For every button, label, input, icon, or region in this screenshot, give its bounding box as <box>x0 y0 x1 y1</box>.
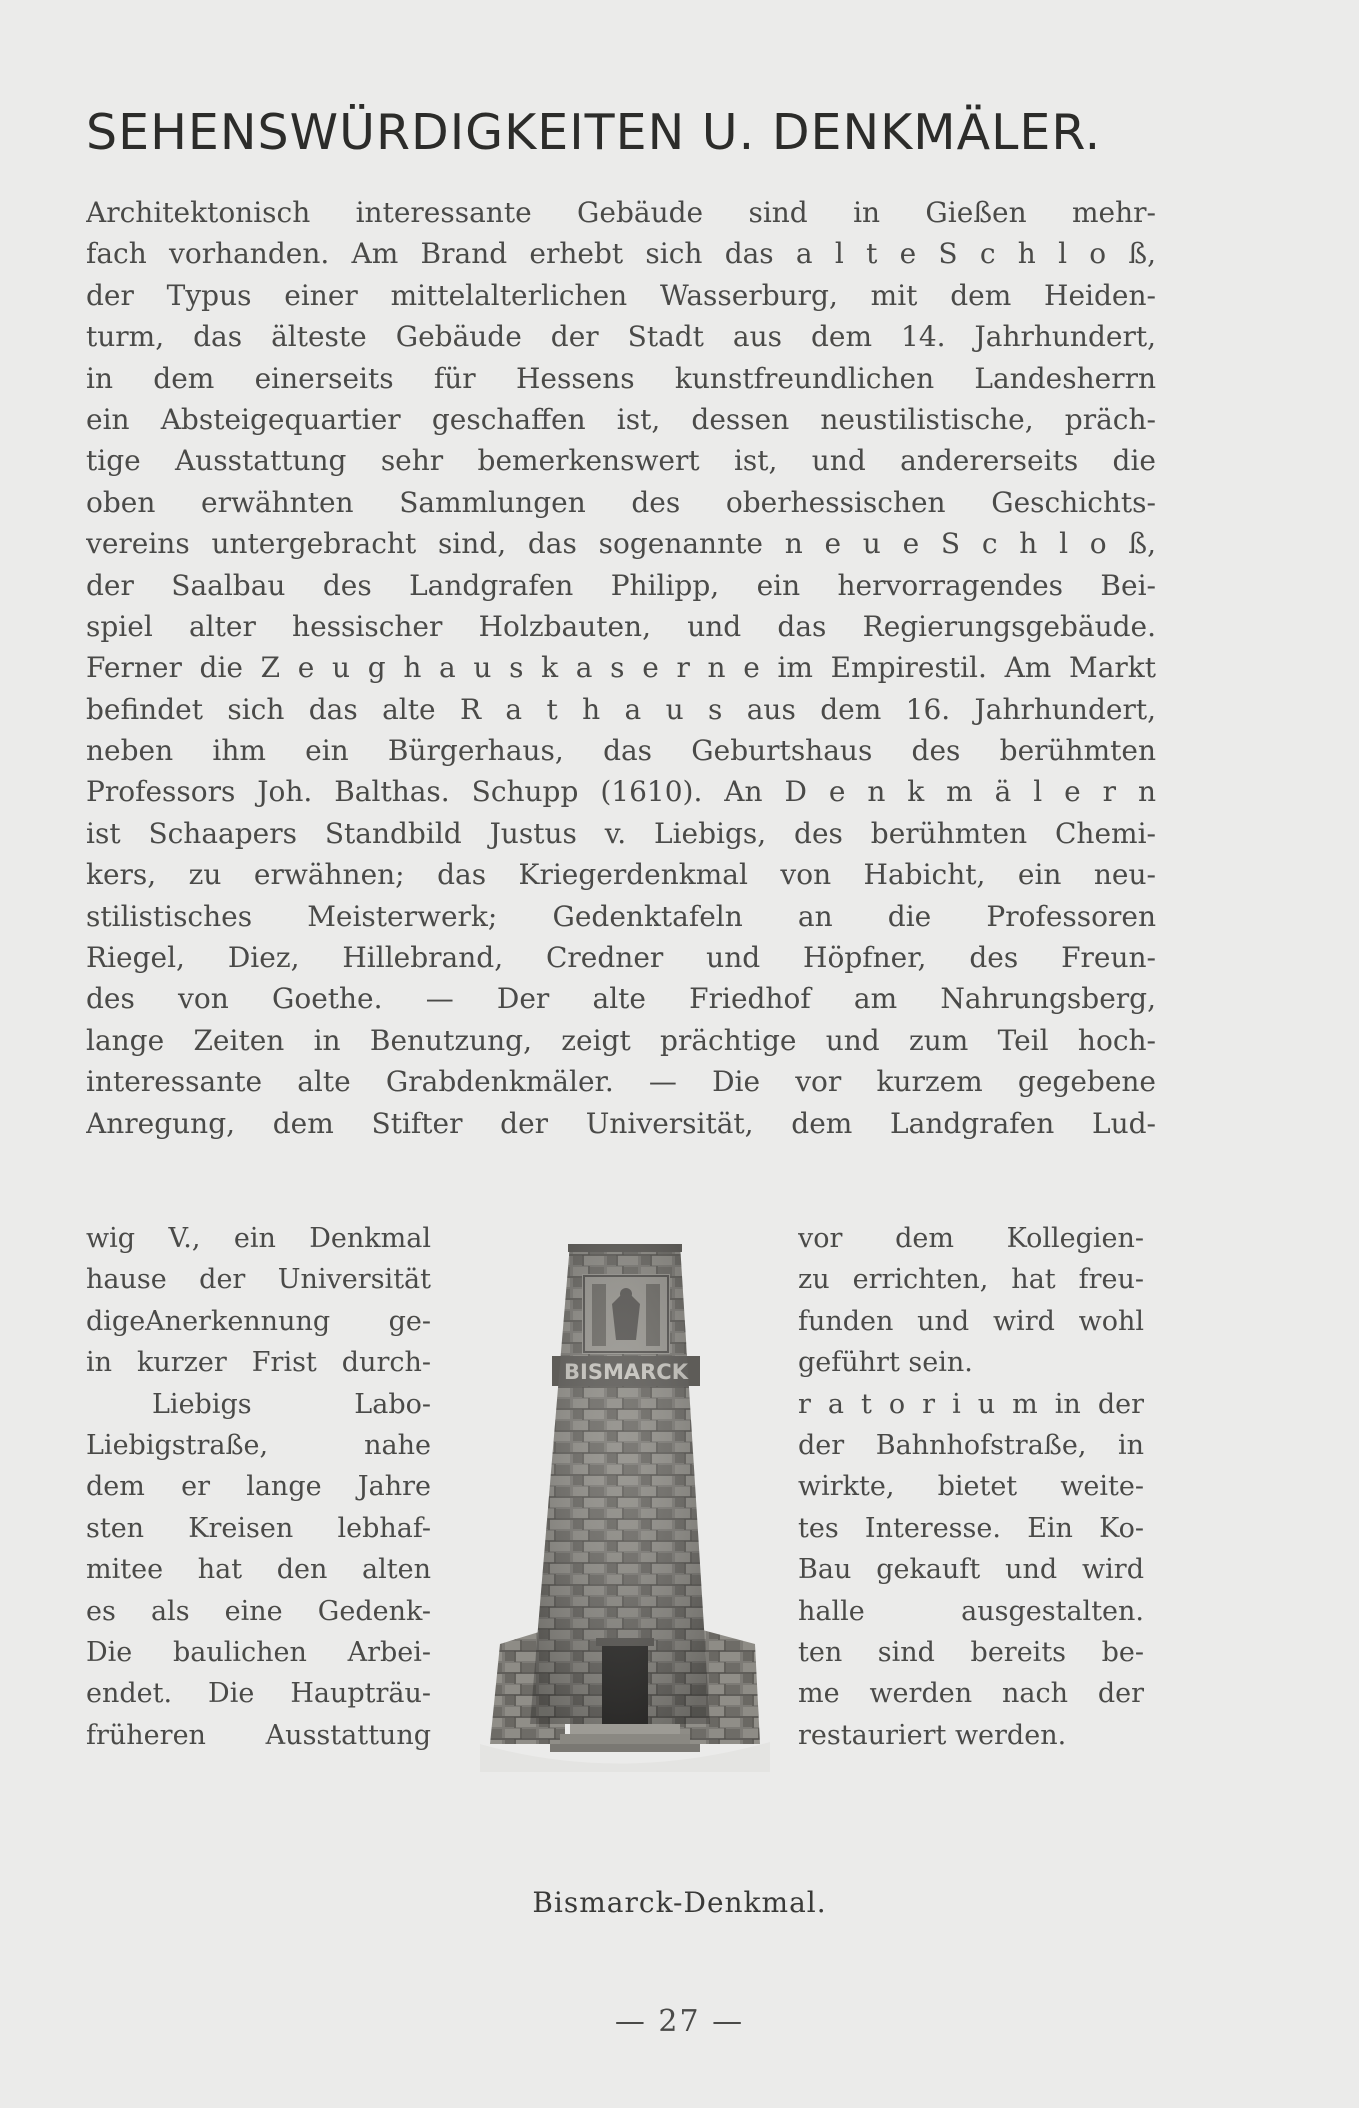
text-line: der Saalbau des Landgrafen Philipp, ein hervorragendes Bei- <box>86 568 1156 602</box>
text-line: mitee hat den alten <box>86 1554 431 1586</box>
text-line: Anregung, dem Stifter der Universität, dem Landgrafen Lud- <box>86 1106 1156 1140</box>
text-line: wig V., ein Denkmal <box>86 1223 431 1254</box>
text-line: in kurzer Frist durch- <box>86 1347 431 1379</box>
text-line: Professors Joh. Balthas. Schupp (1610). An D e n k m ä l e r n <box>86 775 1156 809</box>
text-line: Die baulichen Arbei- <box>86 1636 431 1668</box>
text-line: tige Ausstattung sehr bemerkenswert ist, und andererseits die <box>86 444 1156 478</box>
text-line: digeAnerkennung ge- <box>86 1305 431 1337</box>
text-line: stilistisches Meisterwerk; Gedenktafeln an die Professoren <box>86 899 1156 933</box>
text-line: früheren Ausstattung <box>86 1719 431 1751</box>
text-line: wirkte, bietet weite- <box>798 1471 1144 1503</box>
text-line: endet. Die Haupträu- <box>86 1678 431 1710</box>
text-line: Liebigstraße, nahe <box>86 1429 431 1461</box>
text-line: fach vorhanden. Am Brand erhebt sich das a l t e S c h l o ß, <box>86 237 1156 271</box>
text-line: lange Zeiten in Benutzung, zeigt prächtige und zum Teil hoch- <box>86 1023 1156 1057</box>
text-line: me werden nach der <box>798 1678 1144 1710</box>
text-line: des von Goethe. — Der alte Friedhof am Nahrungsberg, <box>86 982 1156 1016</box>
text-line: tes Interesse. Ein Ko- <box>798 1512 1144 1544</box>
text-line: r a t o r i u m in der <box>798 1388 1144 1420</box>
text-line: Liebigs Labo- <box>152 1388 431 1420</box>
text-line: der Bahnhofstraße, in <box>798 1429 1144 1461</box>
text-line: Architektonisch interessante Gebäude sind in Gießen mehr- <box>86 196 1156 229</box>
right-text-column <box>798 1218 1144 1756</box>
text-line: turm, das älteste Gebäude der Stadt aus dem 14. Jahrhundert, <box>86 320 1156 354</box>
text-line: ten sind bereits be- <box>798 1636 1144 1668</box>
text-line: sten Kreisen lebhaf- <box>86 1512 431 1544</box>
page-number: — 27 — <box>614 2004 745 2039</box>
text-line: Riegel, Diez, Hillebrand, Credner und Höpfner, des Freun- <box>86 941 1156 975</box>
text-line: zu errichten, hat freu- <box>798 1264 1144 1296</box>
text-line: neben ihm ein Bürgerhaus, das Geburtshaus des berühmten <box>86 734 1156 768</box>
text-line: funden und wird wohl <box>798 1305 1144 1337</box>
text-line: vereins untergebracht sind, das sogenannte n e u e S c h l o ß, <box>86 527 1156 561</box>
body-text <box>86 192 1156 1144</box>
text-line: Ferner die Z e u g h a u s k a s e r n e im Empirestil. Am Markt <box>86 651 1156 685</box>
text-line: oben erwähnten Sammlungen des oberhessischen Geschichts- <box>86 485 1156 519</box>
text-line: ist Schaapers Standbild Justus v. Liebigs, des berühmten Chemi- <box>86 816 1156 850</box>
left-text-column <box>86 1218 431 1756</box>
text-line: interessante alte Grabdenkmäler. — Die vor kurzem gegebene <box>86 1065 1156 1099</box>
text-line: es als eine Gedenk- <box>86 1595 431 1627</box>
bismarck-monument-image <box>470 1244 775 1772</box>
text-line: Bau gekauft und wird <box>798 1554 1144 1586</box>
text-line: befindet sich das alte R a t h a u s aus dem 16. Jahrhundert, <box>86 692 1156 726</box>
page-heading: SEHENSWÜRDIGKEITEN U. DENKMÄLER. <box>86 104 1102 161</box>
figure-caption: Bismarck-Denkmal. <box>532 1886 827 1919</box>
text-line: ein Absteigequartier geschaffen ist, dessen neustilistische, präch- <box>86 402 1156 436</box>
text-line: spiel alter hessischer Holzbauten, und das Regierungsgebäude. <box>86 609 1156 643</box>
text-line: vor dem Kollegien- <box>798 1223 1144 1254</box>
text-line: restauriert werden. <box>798 1719 1067 1751</box>
text-line: kers, zu erwähnen; das Kriegerdenkmal von Habicht, ein neu- <box>86 858 1156 892</box>
text-line: in dem einerseits für Hessens kunstfreundlichen Landesherrn <box>86 361 1156 395</box>
text-line: geführt sein. <box>798 1347 973 1379</box>
text-line: hause der Universität <box>86 1264 431 1296</box>
text-line: dem er lange Jahre <box>86 1471 431 1503</box>
text-line: der Typus einer mittelalterlichen Wasserburg, mit dem Heiden- <box>86 278 1156 312</box>
text-line: halle ausgestalten. <box>798 1595 1144 1627</box>
